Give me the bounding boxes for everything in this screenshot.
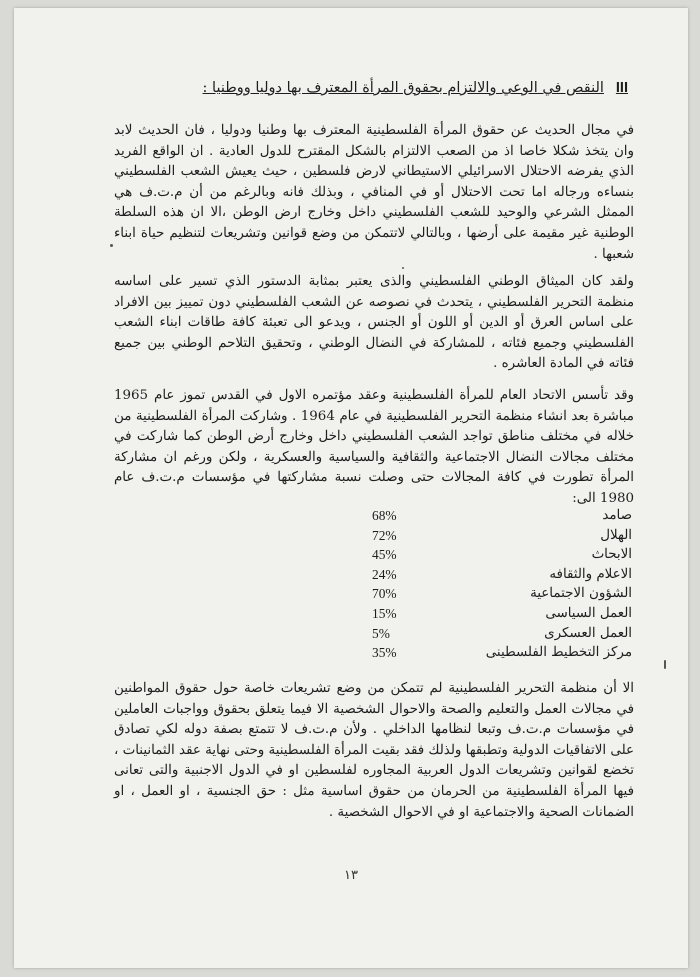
institution-label: الهلال: [600, 527, 632, 543]
list-item: [372, 624, 632, 644]
percentage-value: 24%: [372, 566, 397, 582]
institution-label: العمل العسكرى: [544, 625, 632, 641]
institution-label: الشؤون الاجتماعية: [530, 586, 632, 602]
page-number: ١٣: [344, 868, 358, 883]
paragraph-4: الا أن منظمة التحرير الفلسطينية لم تتمكن من وضع تشريعات خاصة حول حقوق المواطنين في مجالات العمل والتعليم والصحة والاحوال الشخصية الا فيما يتعلق بحقوق وواجبات العاملين في مؤسسات م.ت.ف وتبعا لنظامها الداخلي . ولأن م.ت.ف لا تتمتع بصفة دوله لكي تصادق على الاتفاقيات الدولية وتطبقها ولذلك فقد بقيت المرأة الفلسطينية وحتى نهاية عقد الثمانينات ، تخضع لقوانين وتشريعات الدول العربية المجاوره لفلسطين او في الدول الاجنبية والتى تعانى فيها المرأة الفلسطينية من الحرمان من حقوق اساسية مثل : حق الجنسية ، او العمل ، او الضمانات الصحية والاجتماعية او في الاحوال الشخصية .: [114, 681, 634, 820]
paragraph-3: وقد تأسس الاتحاد العام للمرأة الفلسطينية وعقد مؤتمره الاول في القدس تموز عام 1965 مباشرة بعد انشاء منظمة التحرير الفلسطينية في عام 1964 . وشاركت المرأة الفلسطينية من خلاله في مختلف مناطق تواجد الشعب الفلسطيني داخل وخارج أرض الوطن كما شاركت في مختلف مجالات النضال الاجتماعية والثقافية والسياسية والعسكرية ، ولكن ورغم ان مشاركة المرأة تطورت في كافة المجالات حتى وصلت نسبة مشاركتها في مؤسسات م.ت.ف عام 1980 الى:: [114, 388, 634, 506]
percentage-value: 5%: [372, 625, 390, 641]
percentage-value: 15%: [372, 605, 397, 621]
list-item: [372, 506, 632, 526]
institution-label: الاعلام والثقافه: [549, 566, 632, 582]
section-heading: [168, 80, 628, 96]
percentage-value: 68%: [372, 508, 397, 523]
percentage-value: 72%: [372, 527, 397, 543]
percentage-value: 70%: [372, 586, 397, 602]
document-body: [14, 8, 688, 968]
institution-label: العمل السياسى: [545, 605, 632, 621]
scan-speck: [110, 244, 113, 247]
paragraph-2: ولقد كان الميثاق الوطني الفلسطيني والذى يعتبر بمثابة الدستور الذي تسير على اساسه منظمة التحرير الفلسطيني ، يتحدث في نصوصه عن الشعب الفلسطيني دون تمييز بين الافراد على اساس العرق أو الدين أو اللون أو الجنس ، ويدعو الى تعبئة كافة طاقات ابناء الشعب الفلسطيني وجميع فئاته ، للمشاركة في النضال الوطني ، وتحقيق التلاحم الوطني بين جميع فئاته في المادة العاشره .: [114, 274, 634, 372]
percentage-value: 45%: [372, 547, 397, 563]
list-item: [372, 604, 632, 624]
section-title: النقص في الوعي والالتزام بحقوق المرأة المعترف بها دوليا ووطنيا :: [202, 80, 604, 96]
percentage-value: 35%: [372, 645, 397, 661]
list-item: [372, 526, 632, 546]
institution-label: مركز التخطيط الفلسطينى: [485, 645, 632, 661]
list-item: [372, 545, 632, 565]
scan-speck: [664, 660, 666, 669]
list-item: [372, 584, 632, 604]
list-item: [372, 643, 632, 663]
institution-label: صامد: [602, 508, 632, 523]
scan-speck: [402, 267, 404, 269]
list-item: [372, 565, 632, 585]
participation-list: [372, 506, 632, 663]
institution-label: الابحاث: [591, 547, 632, 563]
paragraph-1: في مجال الحديث عن حقوق المرأة الفلسطينية المعترف بها وطنيا ودوليا ، فان الحديث لابد وان يتخذ شكلا خاصا اذ من الصعب الالتزام بالشكل المقترح للدول العادية . ان الواقع الفريد الذي يفرضه الاحتلال الاسرائيلي الاستيطاني لارض فلسطين ، حيث يعيش الشعب الفلسطيني بنساءه ورجاله اما تحت الاحتلال أو في المنافي ، وبذلك فانه وبالرغم من أن م.ت.ف هي الممثل الشرعي والوحيد للشعب الفلسطيني داخل وخارج ارض الوطن ،الا ان هذه السلطة الوطنية غير مقيمة على أرضها ، وبالتالي لاتتمكن من وضع قوانين وتشريعات لتنظيم حياة ابناء شعبها .: [114, 123, 634, 262]
document-page: [14, 8, 688, 968]
section-number: III: [615, 80, 628, 96]
